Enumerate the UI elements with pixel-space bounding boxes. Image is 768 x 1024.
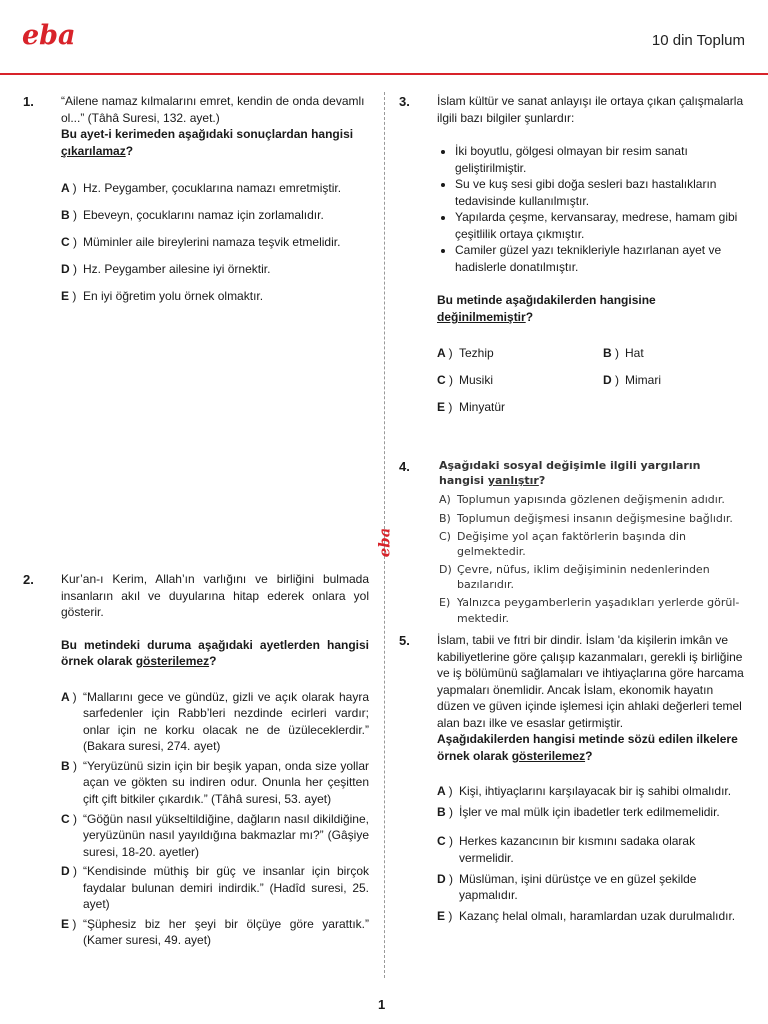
option-e[interactable]: E ) En iyi öğretim yolu örnek olmaktır. <box>61 289 264 304</box>
question-prompt: Aşağıdakilerden hangisi metinde sözü edilen ilkelere örnek olarak gösterilemez? <box>437 732 738 763</box>
page-header <box>0 0 768 76</box>
option-c[interactable]: C ) Müminler aile bireylerini namaza teşvik etmelidir. <box>61 235 341 250</box>
option-a[interactable]: A ) Kişi, ihtiyaçlarını karşılayacak bir iş sahibi olmalıdır. <box>437 784 732 799</box>
options-list <box>439 492 743 625</box>
question-prompt: Bu metinde aşağıdakilerden hangisine değinilmemiştir? <box>437 293 656 325</box>
question-stem: İslam, tabii ve fıtri bir dindir. İslam 'da kişilerin imkân ve kabiliyetlerine göre çalışıp kazanmaları, gerekli iş birliğine ve iş bölümünü sağlamaları ve ihtiyaçlarına göre harcama yapmaları önemlidir. Ancak İslam, ekonomik hayatın düzen ve güven içinde işlemesi için ahlaki değerleri temel alan bazı ilke ve esaslar getirmiştir. <box>437 633 744 730</box>
options-list <box>437 783 745 924</box>
question-stem: İslam kültür ve sanat anlayışı ile ortaya çıkan çalışmalarla ilgili bazı bilgiler şunlardır: <box>437 94 744 125</box>
option-a[interactable]: A) Toplumun yapısında gözlenen değişmenin adıdır. <box>439 493 725 507</box>
option-d[interactable]: D) Çevre, nüfus, iklim değişiminin nedenlerinden bazılarıdır. <box>439 563 710 592</box>
question-3 <box>399 93 745 437</box>
option-b[interactable]: B ) İşler ve mal mülk için ibadetler terk edilmemelidir. <box>437 804 720 819</box>
question-number: 4. <box>399 459 410 474</box>
question-number: 3. <box>399 94 410 109</box>
page-title: 10 din Toplum <box>651 32 745 49</box>
option-e[interactable]: E) Yalnızca peygamberlerin yaşadıkları yerlerde görül-mektedir. <box>439 596 740 625</box>
option-b[interactable]: B ) Ebeveyn, çocuklarını namaz için zorlamalıdır. <box>61 208 324 223</box>
options-list <box>61 689 369 949</box>
option-a[interactable]: A ) “Mallarını gece ve gündüz, gizli ve açık olarak hayra sarfedenler için Rabb’leri nezdinde ecirleri vardır; onlar için ne korku olacak ne de üzüleceklerdir.” (Bakara suresi, 274. ayet) <box>61 689 369 754</box>
bullet-item: • Su ve kuş sesi gibi doğa sesleri bazı hastalıkların tedavisinde kullanılmıştır. <box>455 176 745 209</box>
question-number: 5. <box>399 633 410 648</box>
option-b[interactable]: B ) Hat <box>603 345 644 360</box>
option-d[interactable]: D ) Mimari <box>603 372 661 387</box>
bullet-item: • İki boyutlu, gölgesi olmayan bir resim sanatı geliştirilmiştir. <box>455 143 745 176</box>
option-b[interactable]: B) Toplumun değişmesi insanın değişmesine bağlıdır. <box>439 511 733 525</box>
eba-watermark <box>376 529 399 557</box>
question-1 <box>23 93 369 315</box>
bullet-item: • Yapılarda çeşme, kervansaray, medrese, hamam gibi çeşitlilik ortaya çıkmıştır. <box>455 209 745 242</box>
bullet-item: • Camiler güzel yazı teknikleriyle hazırlanan ayet ve hadislerle donatılmıştır. <box>455 242 745 275</box>
option-e[interactable]: E ) Minyatür <box>437 399 506 414</box>
option-e[interactable]: E ) Kazanç helal olmalı, haramlardan uzak durulmalıdır. <box>437 908 736 923</box>
question-prompt: Bu metindeki duruma aşağıdaki ayetlerden hangisi örnek olarak gösterilemez? <box>61 637 369 669</box>
option-d[interactable]: D ) “Kendisinde müthiş bir güç ve insanlar için birçok faydalar bulunan demiri indirdik.” (Hadîd suresi, 25. ayet) <box>61 864 369 912</box>
question-number: 1. <box>23 94 34 109</box>
option-a[interactable]: A ) Hz. Peygamber, çocuklarına namazı emretmiştir. <box>61 181 342 196</box>
question-stem: Kur’an-ı Kerim, Allah’ın varlığını ve birliğini bulmada insanların akıl ve duyularına hitap ederek onlara yol gösterir. <box>61 572 369 620</box>
question-number: 2. <box>23 572 34 587</box>
option-b[interactable]: B ) “Yeryüzünü sizin için bir beşik yapan, onda size yollar açan ve gökten su indiren odur. Onunla her çeşitten çift çift bitkiler çıkardık.” (Tâhâ suresi, 53. ayet) <box>61 758 369 807</box>
option-d[interactable]: D ) Müslüman, işini dürüstçe ve en güzel şekilde yapmalıdır. <box>437 871 697 903</box>
options-grid <box>437 345 745 437</box>
svg-text:eba: eba <box>22 22 76 50</box>
svg-text:eba: eba <box>375 529 394 558</box>
question-stem: “Ailene namaz kılmalarını emret, kendin de onda devamlı ol...” (Tâhâ Suresi, 132. ayet.) <box>61 94 365 125</box>
option-c[interactable]: C) Değişime yol açan faktörlerin başında din gelmektedir. <box>439 529 686 558</box>
option-c[interactable]: C ) Herkes kazancının bir kısmını sadaka olarak vermelidir. <box>437 834 696 866</box>
option-a[interactable]: A ) Tezhip <box>437 345 494 360</box>
page-number: 1 <box>378 997 386 1012</box>
question-2 <box>23 571 369 949</box>
header-rule <box>0 73 768 75</box>
option-d[interactable]: D ) Hz. Peygamber ailesine iyi örnektir. <box>61 262 271 277</box>
option-c[interactable]: C ) Musiki <box>437 372 494 387</box>
eba-logo-icon <box>22 22 80 50</box>
question-5 <box>399 632 745 924</box>
question-prompt: Aşağıdaki sosyal değişimle ilgili yargıların hangisi yanlıştır? <box>439 459 701 488</box>
options-list <box>61 180 369 315</box>
option-e[interactable]: E ) “Şüphesiz biz her şeyi bir ölçüye göre yarattık.” (Kamer suresi, 49. ayet) <box>61 916 369 948</box>
question-prompt: Bu ayet-i kerimeden aşağıdaki sonuçlardan hangisi çıkarılamaz? <box>61 127 354 158</box>
option-c[interactable]: C ) “Göğün nasıl yükseltildiğine, dağların nasıl dikildiğine, yeryüzünün nasıl yayıldığına bakmazlar mı?” (Gâşiye suresi, 18-20. ayetler) <box>61 811 369 859</box>
info-bullets <box>437 143 745 275</box>
question-4 <box>399 458 743 626</box>
eba-logo <box>22 22 80 55</box>
